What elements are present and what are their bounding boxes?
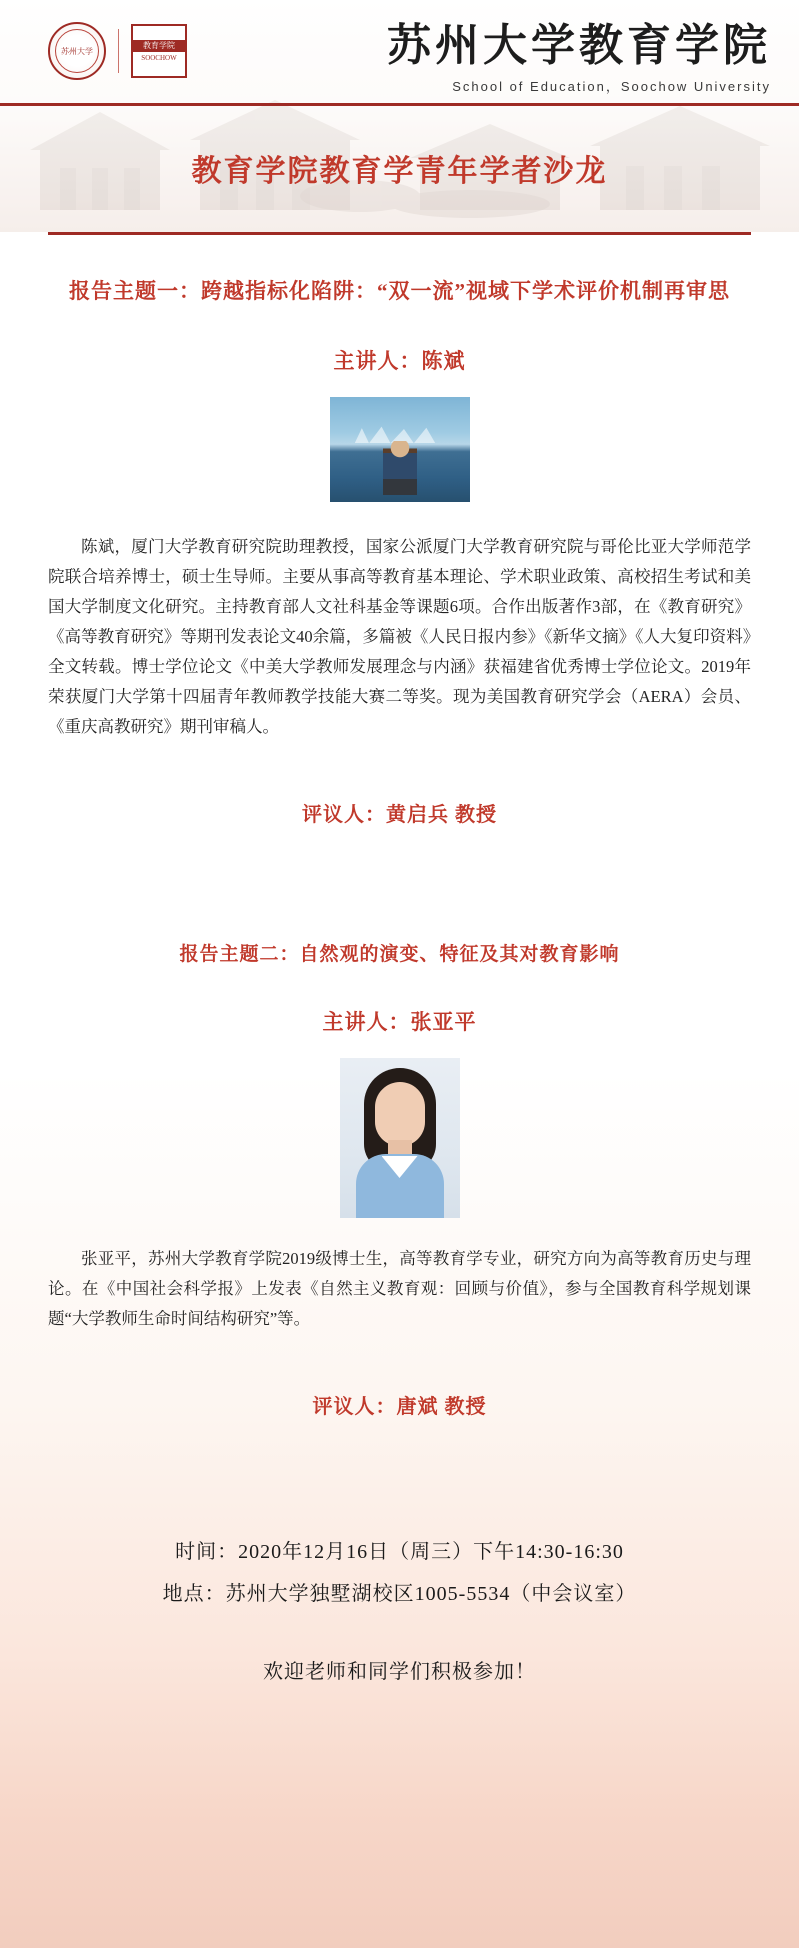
- spacer: [48, 966, 751, 1006]
- spacer: [48, 305, 751, 345]
- badge-top-text: 教育学院: [133, 40, 185, 52]
- talk-1-topic: 报告主题一：跨越指标化陷阱：“双一流”视域下学术评价机制再审思: [69, 279, 730, 303]
- spacer: [48, 827, 751, 899]
- chen-bin-photo: [330, 397, 470, 502]
- school-name-cn: 苏州大学教育学院: [387, 21, 771, 70]
- spacer: [48, 1419, 751, 1491]
- school-name-en: School of Education，Soochow University: [452, 79, 771, 94]
- zhang-yaping-photo: [340, 1058, 460, 1218]
- spacer: [48, 742, 751, 798]
- badge-bottom-text: SOOCHOW: [141, 53, 177, 62]
- spacer: [48, 1491, 751, 1531]
- seal-text: 苏州大学: [61, 46, 93, 56]
- title-bottom-rule: [48, 232, 751, 235]
- talk-1-bio: 陈斌，厦门大学教育研究院助理教授，国家公派厦门大学教育研究院与哥伦比亚大学师范学院联合培养博士，硕士生导师。主要从事高等教育基本理论、学术职业政策、高校招生考试和美国大学制度文化研究。主持教育部人文社科基金等课题6项。合作出版著作3部，在《教育研究》《高等教育研究》等期刊发表论文40余篇，多篇被《人民日报内参》《新华文摘》《人大复印资料》全文转载。博士学位论文《中美大学教师发展理念与内涵》获福建省优秀博士学位论文。2019年荣获厦门大学第十四届青年教师教学技能大赛二等奖。现为美国教育研究学会（AERA）会员、《重庆高教研究》期刊审稿人。: [48, 537, 751, 736]
- school-of-education-badge-icon: [131, 24, 187, 78]
- logo-divider: [118, 29, 119, 73]
- talk-1-reviewer: 评议人：黄启兵 教授: [302, 804, 497, 826]
- event-time: 时间：2020年12月16日（周三）下午14:30-16:30: [175, 1541, 624, 1563]
- talk-2-bio: 张亚平，苏州大学教育学院2019级博士生，高等教育学专业，研究方向为高等教育历史与理论。在《中国社会科学报》上发表《自然主义教育观：回顾与价值》，参与全国教育科学规划课题“大学教师生命时间结构研究”等。: [48, 1249, 751, 1328]
- logo-group: [48, 22, 187, 80]
- title-area: [0, 104, 799, 232]
- talk-1-speaker: 主讲人：陈斌: [333, 349, 466, 373]
- poster-content: [0, 275, 799, 1684]
- talk-2-reviewer: 评议人：唐斌 教授: [312, 1396, 487, 1418]
- event-place: 地点：苏州大学独墅湖校区1005-5534（中会议室）: [162, 1583, 637, 1605]
- talk-2-topic: 报告主题二：自然观的演变、特征及其对教育影响: [179, 944, 620, 965]
- page-title: 教育学院教育学青年学者沙龙: [191, 155, 608, 188]
- welcome-note: 欢迎老师和同学们积极参加！: [263, 1661, 536, 1683]
- university-seal-icon: [48, 22, 106, 80]
- spacer: [48, 899, 751, 939]
- talk-2-speaker: 主讲人：张亚平: [322, 1010, 477, 1034]
- photo-face: [375, 1082, 425, 1146]
- spacer: [48, 1334, 751, 1390]
- school-wordmark: [387, 20, 771, 95]
- spacer: [48, 1615, 751, 1655]
